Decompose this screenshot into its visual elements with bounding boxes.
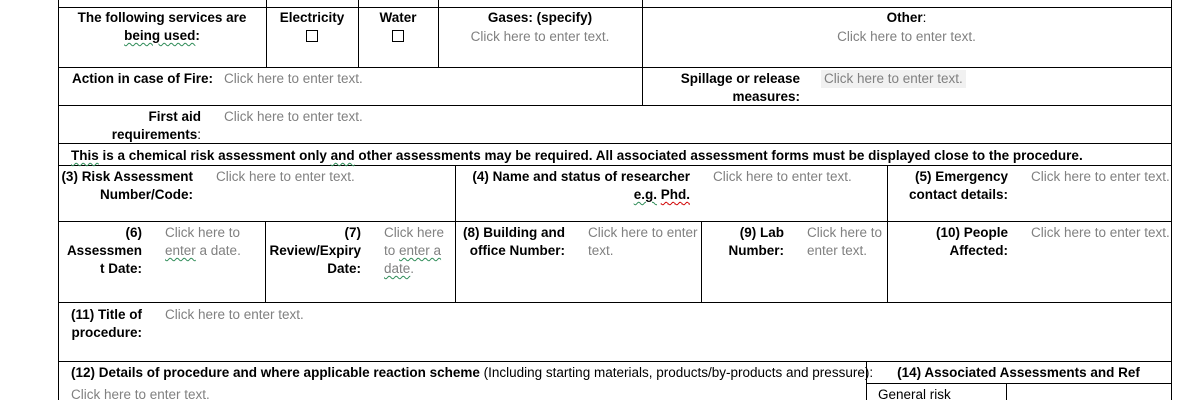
- col-fields-2: [887, 165, 888, 302]
- other-label: Other:: [886, 10, 927, 25]
- risk-assessment-label: (3) Risk Assessment Number/Code:: [61, 169, 193, 202]
- other-input[interactable]: Click here to enter text.: [837, 29, 976, 44]
- row-border-title-bottom: [58, 361, 1171, 362]
- row-border-details-header: [866, 383, 1171, 384]
- gases-input[interactable]: Click here to enter text.: [470, 29, 610, 44]
- building-input[interactable]: Click here to enter text.: [588, 225, 698, 258]
- row-border-fire-bottom: [58, 105, 1171, 106]
- review-date-label: (7) Review/Expiry Date:: [269, 225, 361, 276]
- water-label: Water: [379, 10, 417, 25]
- table-right-border: [1171, 0, 1172, 400]
- row-border-top: [58, 7, 1171, 8]
- services-intro-line1: The following services are: [77, 10, 247, 25]
- notice-text: This is a chemical risk assessment only and other assessments may be required. All associated assessment forms must be displayed close to the procedure.: [71, 148, 1083, 163]
- assessment-date-input[interactable]: Click here to enter a date.: [165, 225, 241, 258]
- researcher-label: (4) Name and status of researcher e.g. Phd.: [472, 169, 690, 202]
- assessment-date-label: (6) Assessmen t Date:: [66, 225, 142, 276]
- details-label: (12) Details of procedure and where applicable reaction scheme (Including starting materials, products/by-products and pressure):: [71, 365, 874, 380]
- col-fields-1: [455, 165, 456, 302]
- row-border-firstaid-bottom: [58, 143, 1171, 144]
- col-dates-1: [265, 221, 266, 302]
- researcher-input[interactable]: Click here to enter text.: [713, 169, 852, 184]
- building-label: (8) Building and office Number:: [463, 225, 565, 258]
- lab-label: (9) Lab Number:: [728, 225, 784, 258]
- row-border-dates-bottom: [58, 302, 1171, 303]
- col-details-2: [1006, 383, 1007, 400]
- fire-label: Action in case of Fire:: [72, 71, 214, 86]
- lab-input[interactable]: Click here to enter text.: [807, 225, 883, 258]
- first-aid-label: First aid requirements:: [60, 108, 201, 144]
- row-border-notice-bottom: [58, 165, 1171, 166]
- first-aid-line1: First aid: [148, 109, 201, 124]
- services-intro: The following services are being used:: [60, 9, 264, 45]
- col-dates-2: [701, 221, 702, 302]
- table-left-border: [58, 0, 59, 400]
- first-aid-input[interactable]: Click here to enter text.: [224, 109, 363, 124]
- details-input[interactable]: Click here to enter text.: [71, 387, 210, 402]
- general-risk-label: General risk: [878, 387, 951, 402]
- row-border-services-bottom: [58, 67, 1171, 68]
- spillage-label: [642, 70, 800, 106]
- spillage-input[interactable]: Click here to enter text.: [821, 70, 966, 88]
- services-intro-line2: being used: [124, 28, 196, 43]
- title-label: (11) Title of procedure:: [70, 307, 142, 340]
- spillage-label-line2: measures:: [732, 89, 800, 104]
- associated-assessments-header: (14) Associated Assessments and Ref: [897, 365, 1140, 380]
- spillage-label-line1: Spillage or release: [680, 71, 800, 86]
- gases-label: Gases: (specify): [487, 10, 593, 25]
- risk-assessment-input[interactable]: Click here to enter text.: [216, 169, 355, 184]
- first-aid-line2: requirements: [111, 127, 198, 142]
- electricity-label: Electricity: [279, 10, 345, 25]
- title-input[interactable]: Click here to enter text.: [165, 307, 304, 322]
- people-affected-input[interactable]: Click here to enter text.: [1031, 225, 1170, 240]
- people-affected-label: (10) People Affected:: [935, 225, 1008, 258]
- review-date-input[interactable]: Click here to enter a date.: [384, 225, 445, 276]
- checkbox-icon: [392, 30, 404, 42]
- fire-input[interactable]: Click here to enter text.: [224, 71, 363, 86]
- electricity-checkbox[interactable]: [266, 29, 358, 47]
- emergency-label: (5) Emergency contact details:: [908, 169, 1008, 202]
- water-checkbox[interactable]: [358, 29, 438, 47]
- row-border-fields-bottom: [58, 221, 1171, 222]
- checkbox-icon: [306, 30, 318, 42]
- emergency-input[interactable]: Click here to enter text.: [1031, 169, 1170, 184]
